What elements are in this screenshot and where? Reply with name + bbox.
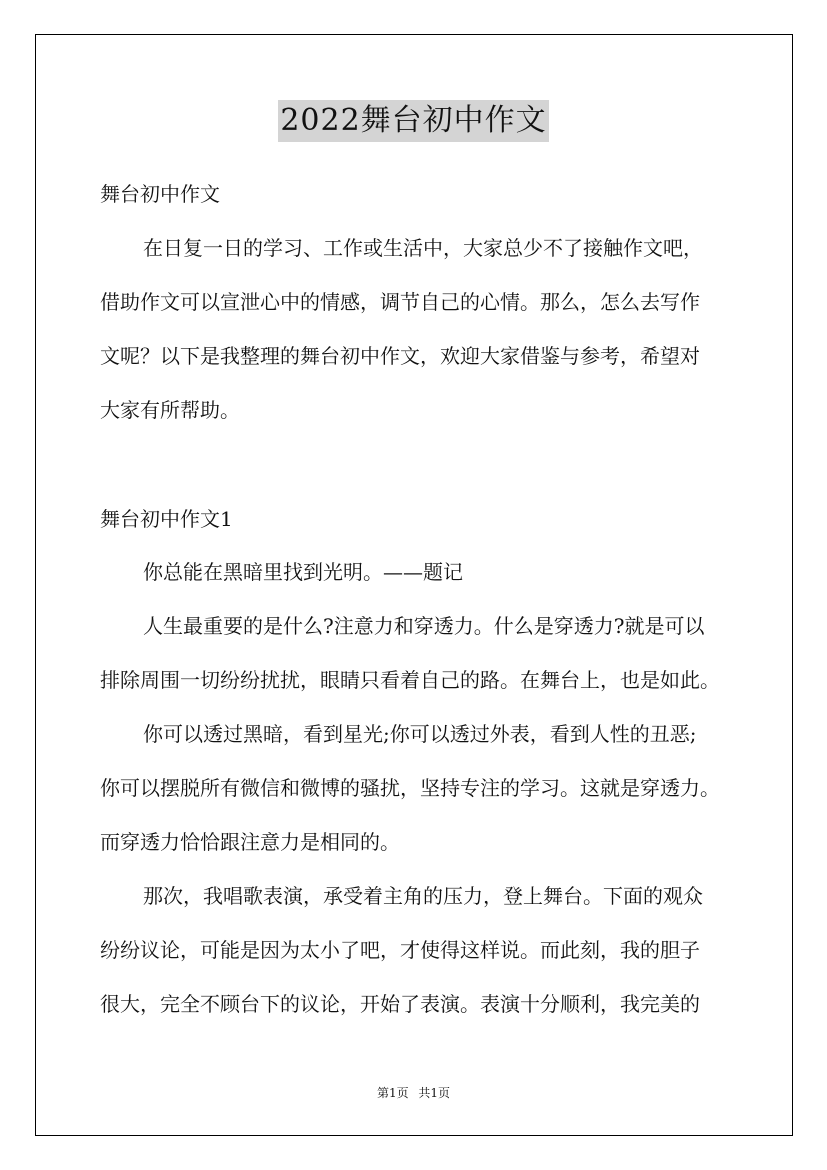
section-heading: 舞台初中作文1 — [100, 507, 233, 531]
paragraph-line: 很大，完全不顾台下的议论，开始了表演。表演十分顺利，我完美的 — [100, 992, 700, 1016]
paragraph-line: 纷纷议论，可能是因为太小了吧，才使得这样说。而此刻，我的胆子 — [100, 938, 700, 962]
paragraph-line: 你可以摆脱所有微信和微博的骚扰，坚持专注的学习。这就是穿透力。 — [100, 776, 720, 800]
section-heading: 舞台初中作文 — [100, 182, 220, 206]
paragraph-line: 那次，我唱歌表演，承受着主角的压力，登上舞台。下面的观众 — [143, 884, 703, 908]
page-total: 共1页 — [418, 1086, 451, 1100]
paragraph-line: 人生最重要的是什么?注意力和穿透力。什么是穿透力?就是可以 — [143, 614, 705, 638]
paragraph-line: 大家有所帮助。 — [100, 398, 240, 422]
epigraph-line: 你总能在黑暗里找到光明。——题记 — [143, 560, 463, 584]
paragraph-line: 在日复一日的学习、工作或生活中，大家总少不了接触作文吧， — [143, 236, 703, 260]
paragraph-line: 你可以透过黑暗，看到星光;你可以透过外表，看到人性的丑恶; — [143, 722, 697, 746]
document-title: 2022舞台初中作文 — [278, 100, 548, 142]
page-number: 第1页 — [376, 1086, 409, 1100]
title-container — [0, 100, 827, 142]
page-footer — [0, 1084, 827, 1101]
paragraph-line: 文呢？以下是我整理的舞台初中作文，欢迎大家借鉴与参考，希望对 — [100, 344, 700, 368]
paragraph-line: 借助作文可以宣泄心中的情感，调节自己的心情。那么，怎么去写作 — [100, 290, 700, 314]
paragraph-line: 排除周围一切纷纷扰扰，眼睛只看着自己的路。在舞台上，也是如此。 — [100, 668, 720, 692]
paragraph-line: 而穿透力恰恰跟注意力是相同的。 — [100, 830, 400, 854]
